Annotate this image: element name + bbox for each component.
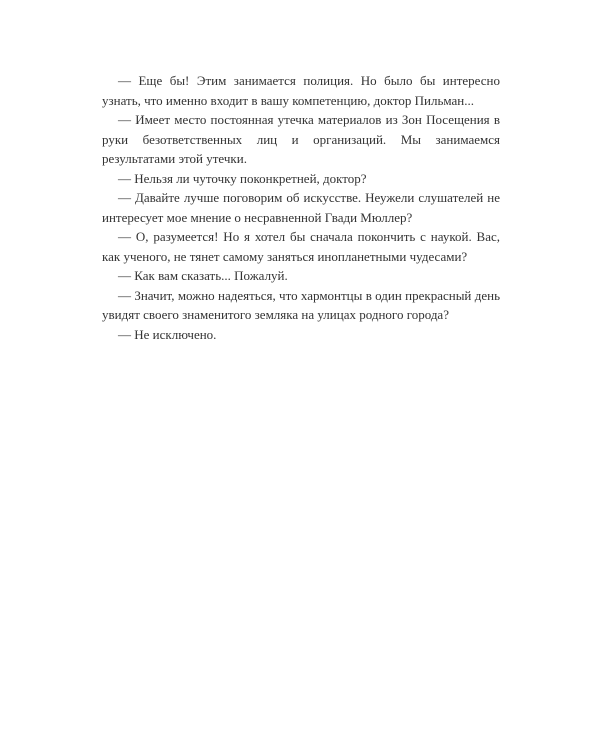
dialogue-paragraph-2: — Имеет место постоянная утечка материалов из Зон Посещения в руки безответственных лиц и организаций. Мы занимаемся результатами этой утечки. (102, 112, 500, 166)
dialogue-text (102, 71, 500, 344)
dialogue-paragraph-8: — Не исключено. (118, 326, 217, 342)
dialogue-paragraph-7: — Значит, можно надеяться, что хармонтцы в один прекрасный день увидят своего знаменитого земляка на улицах родного города? (102, 287, 500, 322)
dialogue-paragraph-1: — Еще бы! Этим занимается полиция. Но было бы интересно узнать, что именно входит в вашу компетенцию, доктор Пильман... (102, 73, 500, 108)
dialogue-paragraph-3: — Нельзя ли чуточку поконкретней, доктор? (118, 170, 367, 186)
dialogue-paragraph-4: — Давайте лучше поговорим об искусстве. Неужели слушателей не интересует мое мнение о несравненной Гвади Мюллер? (102, 190, 500, 225)
dialogue-paragraph-5: — О, разумеется! Но я хотел бы сначала покончить с наукой. Вас, как ученого, не тянет самому заняться инопланетными чудесами? (102, 229, 500, 264)
dialogue-paragraph-6: — Как вам сказать... Пожалуй. (118, 268, 288, 283)
